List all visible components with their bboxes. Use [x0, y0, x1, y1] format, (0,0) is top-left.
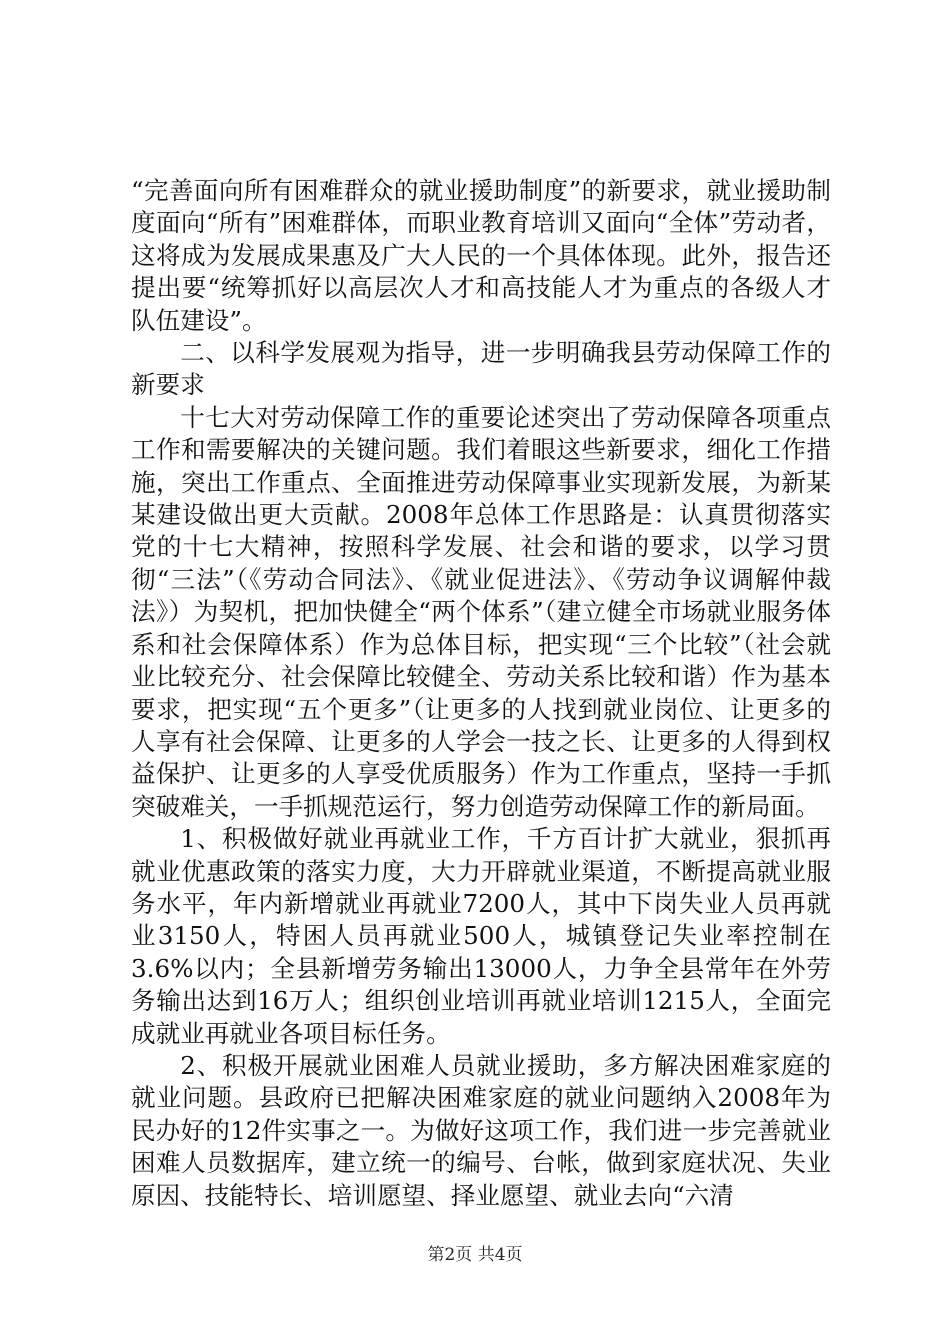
- paragraph-2-section-heading: 二、以科学发展观为指导，进一步明确我县劳动保障工作的新要求: [131, 338, 831, 400]
- paragraph-4: 1、积极做好就业再就业工作，千方百计扩大就业，狠抓再就业优惠政策的落实力度，大力开辟就业渠道，不断提高就业服务水平，年内新增就业再就业7200人，其中下岗失业人员再就业3150人，特困人员再就业500人，城镇登记失业率控制在3.6%以内；全县新增劳务输出13000人，力争全县常年在外劳务输出达到16万人；组织创业培训再就业培训1215人，全面完成就业再就业各项目标任务。: [131, 824, 831, 1048]
- page-number-footer: 第2页 共4页: [427, 1245, 523, 1265]
- paragraph-3: 十七大对劳动保障工作的重要论述突出了劳动保障各项重点工作和需要解决的关键问题。我们着眼这些新要求，细化工作措施，突出工作重点、全面推进劳动保障事业实现新发展，为新某某建设做出更大贡献。2008年总体工作思路是：认真贯彻落实党的十七大精神，按照科学发展、社会和谐的要求，以学习贯彻“三法”（《劳动合同法》、《就业促进法》、《劳动争议调解仲裁法》）为契机，把加快健全“两个体系”（建立健全市场就业服务体系和社会保障体系）作为总体目标，把实现“三个比较”（社会就业比较充分、社会保障比较健全、劳动关系比较和谐）作为基本要求，把实现“五个更多”（让更多的人找到就业岗位、让更多的人享有社会保障、让更多的人学会一技之长、让更多的人得到权益保护、让更多的人享受优质服务）作为工作重点，坚持一手抓突破难关，一手抓规范运行，努力创造劳动保障工作的新局面。: [131, 402, 831, 821]
- document-body: [131, 175, 831, 1212]
- paragraph-5: 2、积极开展就业困难人员就业援助，多方解决困难家庭的就业问题。县政府已把解决困难家庭的就业问题纳入2008年为民办好的12件实事之一。为做好这项工作，我们进一步完善就业困难人员数据库，建立统一的编号、台帐，做到家庭状况、失业原因、技能特长、培训愿望、择业愿望、就业去向“六清: [131, 1050, 831, 1210]
- paragraph-1: “完善面向所有困难群众的就业援助制度”的新要求，就业援助制度面向“所有”困难群体，而职业教育培训又面向“全体”劳动者，这将成为发展成果惠及广大人民的一个具体体现。此外，报告还提出要“统筹抓好以高层次人才和高技能人才为重点的各级人才队伍建设”。: [131, 176, 831, 335]
